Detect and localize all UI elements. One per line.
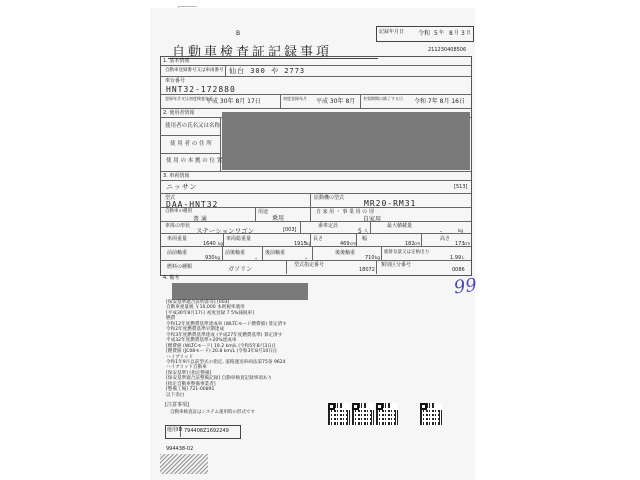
body-value: ステーションワゴン xyxy=(196,227,255,235)
model-label: 型式 xyxy=(165,195,176,201)
remarks-line: 令和1年9月以前型式の指定, 道路運送車両法第75条 9624 xyxy=(166,359,286,365)
fuel-label: 燃料の種類 xyxy=(167,264,193,270)
rear-front-axle-value: - xyxy=(305,255,308,262)
max-load-unit: kg xyxy=(458,228,463,233)
displacement-value: 1.99 xyxy=(450,255,462,261)
kind-value: 普 通 xyxy=(193,216,207,223)
purpose-value: 自家用 xyxy=(363,216,382,223)
fuel-value: ガソリン xyxy=(228,266,253,273)
reg-number: 仙台 300 や 2773 xyxy=(229,67,306,75)
remarks-line: 燃費 xyxy=(166,316,176,322)
operation-id-value: 794408Z1692249 xyxy=(184,428,229,434)
gross-weight-label: 車両総重量 xyxy=(226,236,252,242)
use-label: 用途 xyxy=(258,209,269,215)
body-code: [003] xyxy=(283,227,297,233)
form-code: 994438-02 xyxy=(166,446,194,452)
vehicle-info-section-label: 3. 車両情報 xyxy=(163,173,190,179)
kind-label: 自動車の種別 xyxy=(165,209,192,214)
type-approval-label: 型式指定番号 xyxy=(294,262,325,268)
reg-number-label: 自動車登録番号又は車両番号 xyxy=(165,68,224,73)
capacity-value: 5 xyxy=(358,228,362,235)
remarks-line: 令和3年度燃費基準達成 (平成27年度燃費基準) 算定済す xyxy=(166,332,283,338)
capacity-unit: 人 xyxy=(364,228,368,233)
engine-label: 原動機の型式 xyxy=(314,195,345,201)
remarks-line: 令和12年度燃費基準達成車 (WLTCモード燃費値) 算定済す xyxy=(166,321,287,327)
remarks-line: [平成30年8月17日 初度登録 7 5%減税車] xyxy=(166,310,254,316)
first-reg-value: 平成 30年 8月 17日 xyxy=(206,98,261,105)
expiry-value: 令和 7年 8月 16日 xyxy=(414,98,465,105)
rear-front-axle-label: 後前軸重 xyxy=(265,250,286,256)
remarks-line: 自動車重量税 ￥10,000 本則税率適用 xyxy=(166,305,245,311)
first-reg-label: 登録年月又は初度検査年月 xyxy=(165,96,213,101)
user-address-label: 使 用 者 の 住 所 xyxy=(170,141,212,147)
corner-mark: B xyxy=(236,30,241,37)
front-axle-unit: kg xyxy=(215,255,220,260)
issue-date-year-unit: 年 xyxy=(439,30,445,36)
barcode-strip xyxy=(160,454,208,474)
issue-date-era: 令和 xyxy=(418,30,431,37)
qr-code xyxy=(328,403,350,425)
displacement-unit: L xyxy=(462,255,465,260)
chassis-number: HNT32-172880 xyxy=(166,85,236,94)
weight-value: 1640 xyxy=(203,241,216,247)
rear-rear-axle-label: 後後軸重 xyxy=(335,250,356,256)
use-base-label: 使 用 の 本 拠 の 位 置 xyxy=(166,158,223,164)
remarks-line: [保安基準適合証明書等] [003] xyxy=(166,300,230,305)
remarks-list xyxy=(166,300,287,398)
redacted-remarks-header xyxy=(172,283,308,300)
notice-text: 自動車検査証はシステム運用時の形式です xyxy=(170,410,256,415)
remarks-line: ハイブリッド xyxy=(166,354,194,360)
user-info-section-label: 2. 使用者情報 xyxy=(163,110,195,116)
type-approval-value: 18072 xyxy=(359,267,375,273)
remarks-line: [燃費値 (WLTCモード) 19.2 km/L (令和5年8月3日)] xyxy=(166,343,276,349)
page-title: 自動車検査証記録事項 xyxy=(172,45,333,60)
displacement-label: 総排気量又は定格出力 xyxy=(384,250,429,255)
chassis-label: 車台番号 xyxy=(165,78,186,84)
first-reg-month-label: 初度登録年月 xyxy=(283,96,307,101)
height-label: 高さ xyxy=(440,236,451,242)
maker-code: [513] xyxy=(454,184,468,190)
gross-weight-unit: kg xyxy=(306,241,311,246)
engine-value: MR20-RM31 xyxy=(364,199,417,208)
remarks-line: [保安基準適合証整備記録] 自動車検査記録事項あり xyxy=(166,376,273,382)
issue-date-label: 記録年月日 xyxy=(379,29,405,35)
width-value: 182 xyxy=(405,241,415,247)
first-reg-month-value: 平成 30年 8月 xyxy=(316,98,356,105)
height-unit: cm xyxy=(464,241,471,246)
notice-label: [注意事項] xyxy=(165,402,189,408)
width-unit: cm xyxy=(414,241,421,246)
remarks-line: 以下余白 xyxy=(166,392,185,398)
weight-label: 車両重量 xyxy=(167,236,188,242)
issue-date-day-unit: 日 xyxy=(466,30,472,36)
issue-date-day: 3 xyxy=(461,30,465,37)
maker-name: ニッサン xyxy=(166,183,198,191)
qr-code xyxy=(376,403,398,425)
redacted-user-info xyxy=(222,112,470,170)
operation-id-label: 運用ID xyxy=(167,427,183,433)
front-rear-axle-label: 前後軸重 xyxy=(225,250,246,256)
purpose-label: 自 家 用 ・ 事 業 用 の 別 xyxy=(316,209,374,215)
front-rear-axle-value: - xyxy=(255,255,258,262)
remarks-line: 平成32年度燃費基準+20%達成車 xyxy=(166,338,237,344)
basic-info-section-label: 1. 基本情報 xyxy=(163,58,190,64)
remarks-line: ハイブリッド自動車 xyxy=(166,365,207,371)
model-value: DAA-HNT32 xyxy=(166,200,219,209)
category-value: 0086 xyxy=(452,267,465,273)
height-value: 173 xyxy=(455,241,465,247)
expiry-label: 有効期間の満了する日 xyxy=(363,96,403,101)
remarks-section-label: 4. 備考 xyxy=(163,275,180,281)
issue-date-month: 8 xyxy=(449,30,453,37)
remarks-line: [燃費値 (JC08モード) 20.8 km/L (令和3年8月10日)] xyxy=(166,349,277,355)
qr-code xyxy=(420,403,442,425)
remarks-line: [指定自動車整備事業者] xyxy=(166,381,216,387)
max-load-label: 最大積載量 xyxy=(387,223,413,229)
qr-code xyxy=(352,403,374,425)
rear-rear-axle-value: 710 xyxy=(365,255,375,261)
handwritten-annotation: 99 xyxy=(452,274,479,299)
remarks-line: [整備工場] 721-00891 xyxy=(166,387,215,393)
capacity-label: 乗車定員 xyxy=(318,223,339,229)
use-value: 乗用 xyxy=(272,215,285,222)
gross-weight-value: 1915 xyxy=(294,241,307,247)
width-label: 幅 xyxy=(362,236,368,242)
front-axle-value: 930 xyxy=(205,255,215,261)
length-label: 長さ xyxy=(313,236,324,242)
user-name-label: 使用者の氏名又は名称 xyxy=(165,123,221,129)
remarks-line: [保安基準] [指定整備] xyxy=(166,370,212,376)
length-unit: cm xyxy=(350,241,357,246)
max-load-value: - xyxy=(440,228,443,235)
category-label: 類別区分番号 xyxy=(381,262,412,268)
issue-date-year: 5 xyxy=(434,30,438,37)
body-label: 車体の形状 xyxy=(165,223,191,229)
length-value: 469 xyxy=(340,241,350,247)
rear-rear-axle-unit: kg xyxy=(375,255,380,260)
weight-unit: kg xyxy=(218,241,223,246)
front-axle-label: 前前軸重 xyxy=(167,250,188,256)
issue-date-month-unit: 月 xyxy=(454,30,460,36)
remarks-line: 令和2年度燃費基準早期達成 xyxy=(166,327,225,333)
doc-number: 211230408506 xyxy=(428,47,467,53)
